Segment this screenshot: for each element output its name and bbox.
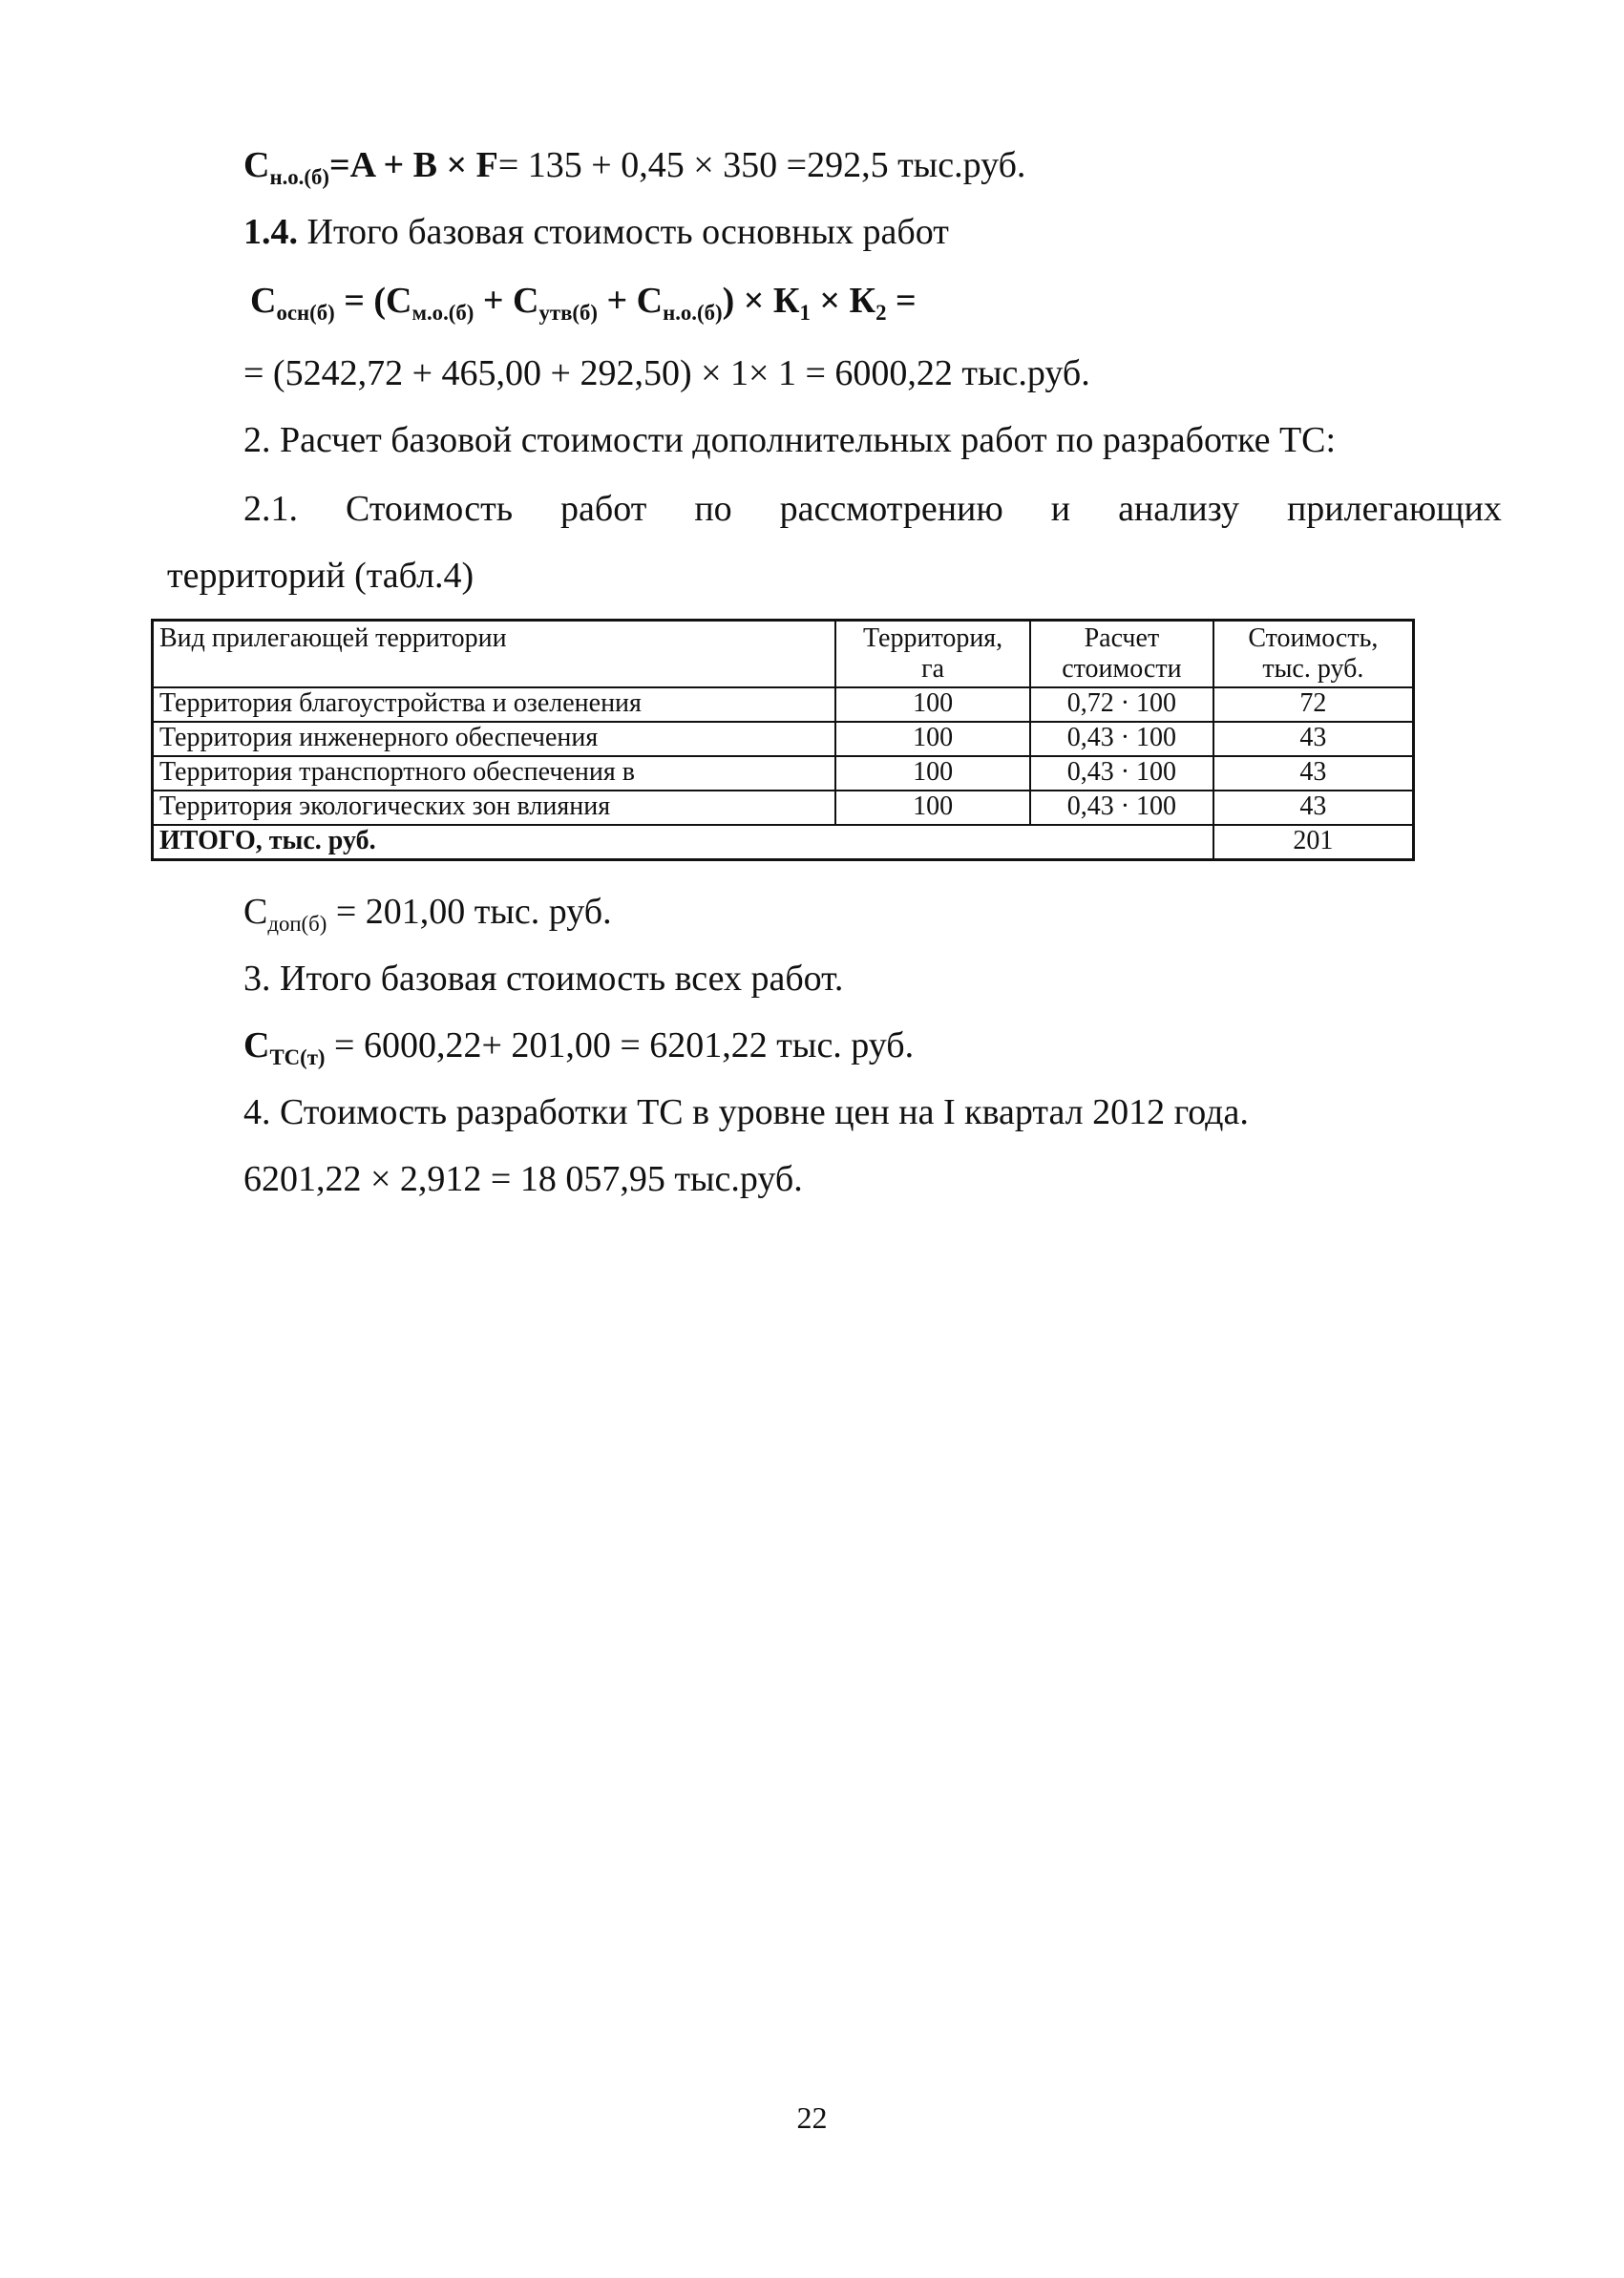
header-cost: Стоимость, тыс. руб. xyxy=(1213,621,1414,688)
formula-osn: $С_{осн(б)} = (С_{м.о.(б)} + С_{утв(б)} + С_{н.о.(б)}) \times К_1 \times К_2$ = xyxy=(250,281,917,325)
cell-cost: 43 xyxy=(1213,791,1414,825)
table-total-row xyxy=(153,825,1414,860)
cell-area: 100 xyxy=(835,722,1030,756)
page-number: 22 xyxy=(796,2100,828,2135)
section-4: 4. Стоимость разработки ТС в уровне цен на I квартал 2012 года. xyxy=(243,1092,1249,1132)
table-row xyxy=(153,722,1414,756)
formula-osn-calc: = (5242,72 + 465,00 + 292,50) × 1× 1 = 6000,22 тыс.руб. xyxy=(243,353,1090,393)
header-type: Вид прилегающей территории xyxy=(153,621,836,688)
cell-cost: 43 xyxy=(1213,722,1414,756)
formula-no-calc: = 135 + 0,45 × 350 =292,5 тыс.руб. xyxy=(497,145,1026,185)
header-area: Территория, га xyxy=(835,621,1030,688)
cell-calc: 0,43 · 100 xyxy=(1030,756,1213,791)
header-calc: Расчет стоимости xyxy=(1030,621,1213,688)
table-header-row xyxy=(153,621,1414,688)
formula-ts: $С_{ТС(т)} = 6000,22+ 201,00 = 6201,22$ тыс. руб. xyxy=(243,1025,915,1069)
cell-calc: 0,43 · 100 xyxy=(1030,791,1213,825)
formula-final: 6201,22 × 2,912 = 18 057,95 тыс.руб. xyxy=(243,1159,803,1199)
section-2: 2. Расчет базовой стоимости дополнительных работ по разработке ТС: xyxy=(243,420,1337,460)
cell-cost: 72 xyxy=(1213,687,1414,722)
cell-area: 100 xyxy=(835,791,1030,825)
adjacent-territories-table xyxy=(151,619,1415,861)
table-row xyxy=(153,791,1414,825)
heading-1-4: 1.4. Итого базовая стоимость основных работ xyxy=(243,212,949,252)
formula-dop: $С_{доп(б)} = 201,00$ тыс. руб. xyxy=(243,892,612,936)
cell-cost: 43 xyxy=(1213,756,1414,791)
cell-area: 100 xyxy=(835,756,1030,791)
table-row xyxy=(153,756,1414,791)
cell-area: 100 xyxy=(835,687,1030,722)
total-value: 201 xyxy=(1213,825,1414,860)
cell-type: Территория инженерного обеспечения xyxy=(153,722,836,756)
section-2-1: 2.1. Стоимость работ по рассмотрению и анализу прилегающих xyxy=(243,489,1502,529)
cell-type: Территория благоустройства и озеленения xyxy=(153,687,836,722)
cell-type: Территория экологических зон влияния xyxy=(153,791,836,825)
section-3: 3. Итого базовая стоимость всех работ. xyxy=(243,959,844,999)
total-label: ИТОГО, тыс. руб. xyxy=(153,825,1213,860)
cell-calc: 0,43 · 100 xyxy=(1030,722,1213,756)
cell-type: Территория транспортного обеспечения в xyxy=(153,756,836,791)
cell-calc: 0,72 · 100 xyxy=(1030,687,1213,722)
formula-no-label: $С_{н.о.(б)}=A + B \times F$ xyxy=(243,145,498,189)
formula-no xyxy=(243,143,1025,187)
section-2-1-cont: территорий (табл.4) xyxy=(167,556,475,596)
table-row xyxy=(153,687,1414,722)
